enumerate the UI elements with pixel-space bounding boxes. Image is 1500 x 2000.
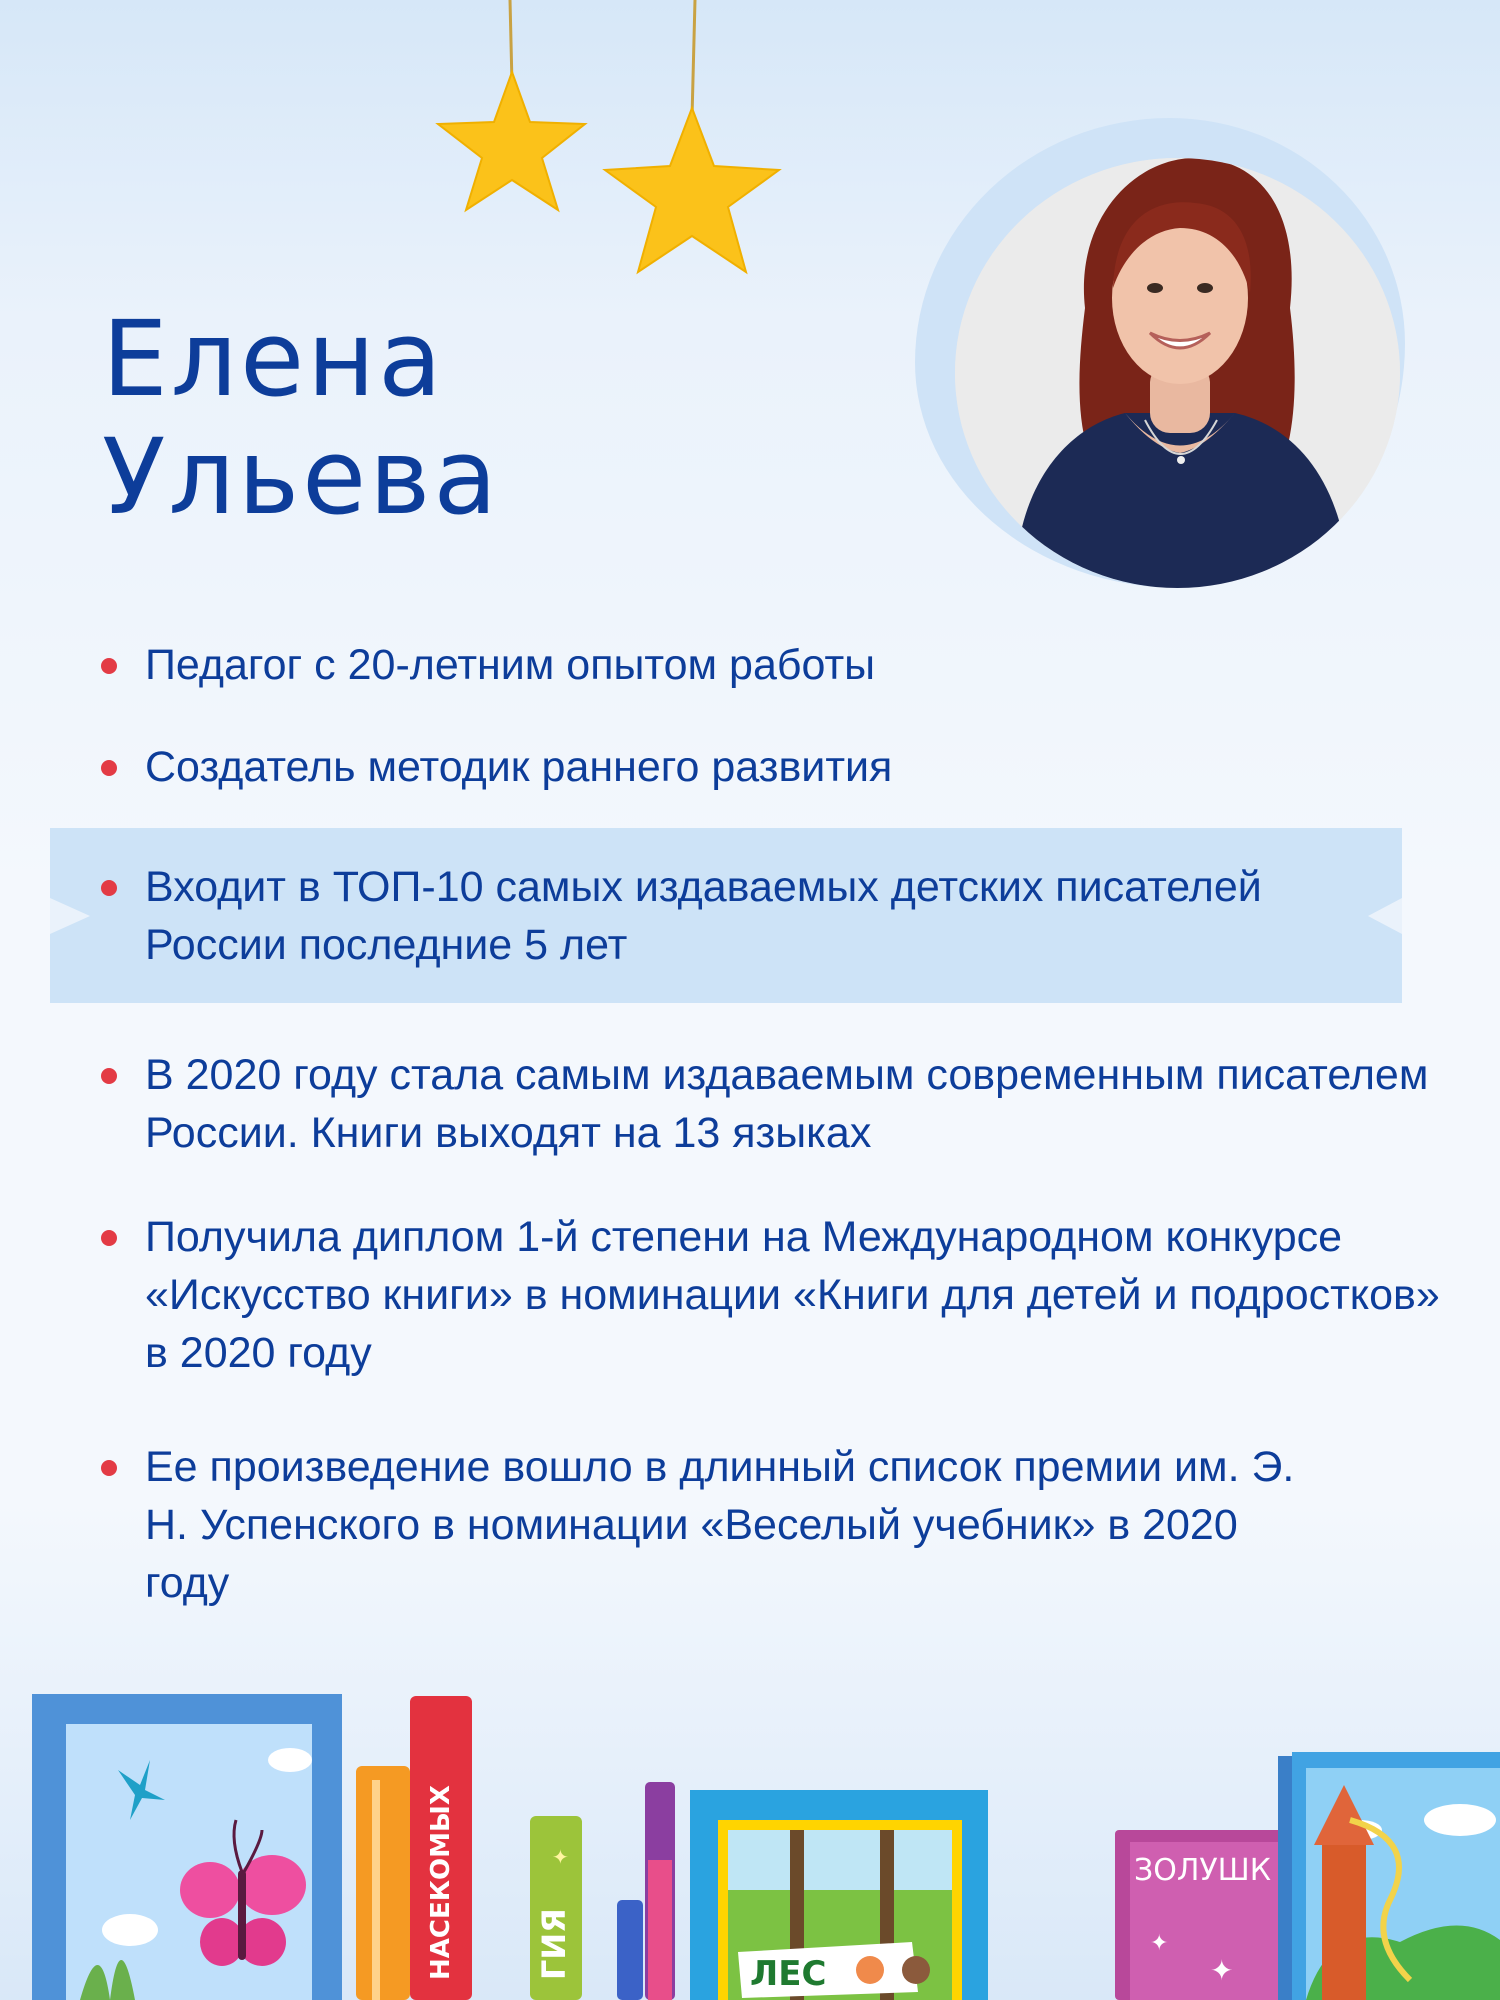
fact-item: [145, 1438, 1295, 1612]
book-spine-gia-title: ГИЯ: [535, 1908, 573, 1980]
bullet-dot-icon: [101, 1230, 117, 1246]
book-cinderella-title: ЗОЛУШК: [1134, 1853, 1272, 1888]
fact-text: Получила диплом 1-й степени на Международном конкурсе «Искусство книги» в номинации «Книги для детей и подростков» в 2020 году: [145, 1213, 1440, 1377]
book-cinderella: [1115, 1830, 1285, 2000]
svg-text:✦: ✦: [1210, 1954, 1234, 1987]
book-spine-navy: [617, 1900, 643, 2000]
bullet-dot-icon: [101, 880, 117, 896]
book-castle: [1278, 1752, 1500, 2000]
fact-text: Ее произведение вошло в длинный список премии им. Э. Н. Успенского в номинации «Веселый учебник» в 2020 году: [145, 1443, 1295, 1607]
svg-text:✦: ✦: [1150, 1931, 1169, 1956]
fact-text: В 2020 году стала самым издаваемым современным писателем России. Книги выходят на 13 языках: [145, 1051, 1429, 1157]
book-forest: [690, 1790, 988, 2000]
fact-item: [145, 636, 1445, 694]
fact-item: [145, 1208, 1445, 1382]
fact-item-highlighted: [145, 858, 1295, 974]
book-spine-gia: [530, 1816, 582, 2000]
author-first-name: Елена: [102, 298, 445, 420]
bookshelf-illustration: [0, 1680, 1500, 2000]
book-spine-insects-title: НАСЕКОМЫХ: [426, 1785, 456, 1980]
fact-text: Входит в ТОП-10 самых издаваемых детских писателей России последние 5 лет: [145, 863, 1262, 969]
book-spine-orange: [356, 1766, 410, 2000]
bullet-dot-icon: [101, 658, 117, 674]
bullet-dot-icon: [101, 1460, 117, 1476]
fact-text: Создатель методик раннего развития: [145, 743, 893, 791]
book-butterflies: [32, 1694, 342, 2000]
fact-item: [145, 738, 1445, 796]
book-spine-insects: [410, 1696, 472, 2000]
fact-text: Педагог с 20-летним опытом работы: [145, 641, 876, 689]
fact-item: [145, 1046, 1445, 1162]
bullet-dot-icon: [101, 760, 117, 776]
author-last-name: Ульева: [102, 416, 501, 538]
book-forest-title: ЛЕС: [750, 1954, 827, 1994]
svg-text:✦: ✦: [552, 1845, 569, 1869]
bullet-dot-icon: [101, 1068, 117, 1084]
